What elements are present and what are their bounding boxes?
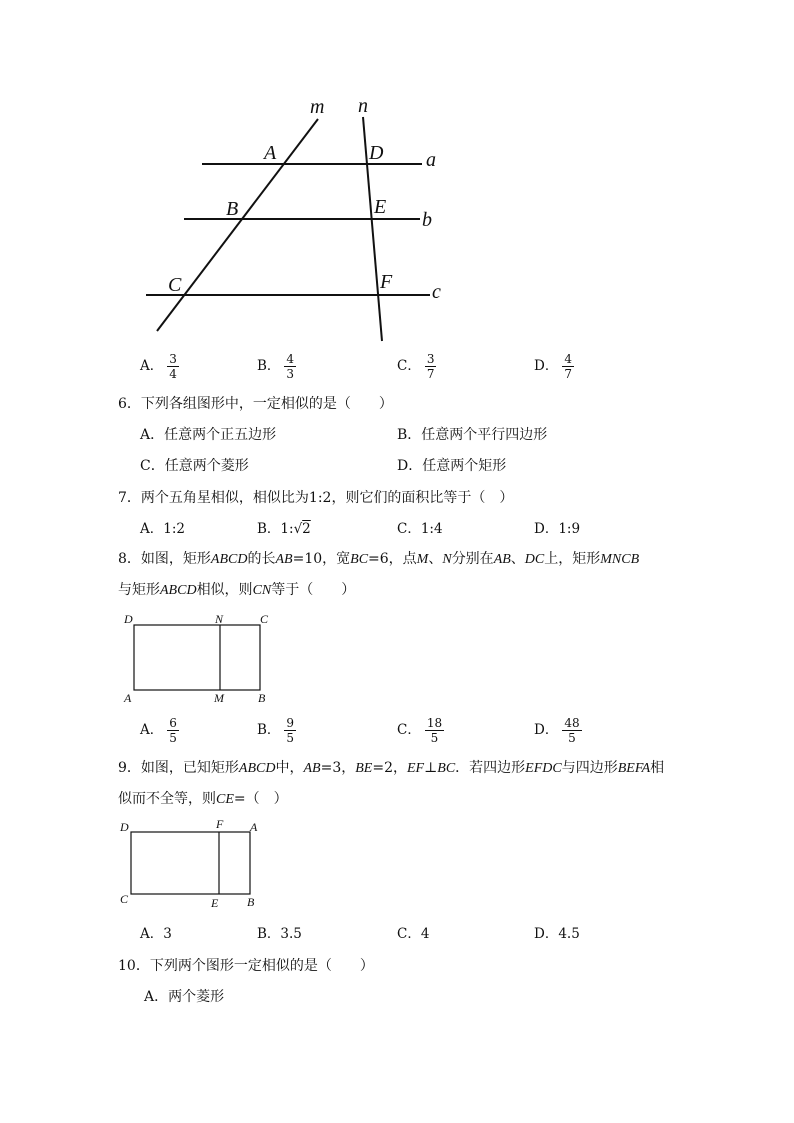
fraction: $\frac{6}{5}$	[169, 716, 177, 745]
q9-stem-line2: 似而不全等，则CE=（ ）	[118, 791, 288, 807]
label-D: D	[124, 612, 133, 626]
q7-stem: 7．两个五角星相似，相似比为1:2，则它们的面积比等于（ ）	[118, 490, 514, 506]
fraction: $\frac{48}{5}$	[564, 716, 580, 745]
rectangle-efdc-figure	[112, 814, 272, 914]
q9-option-b: B．3.5	[257, 926, 302, 942]
label-C: C	[120, 892, 129, 906]
q9-option-a: A．3	[140, 926, 172, 942]
label-C: C	[260, 612, 269, 626]
fraction: $\frac{18}{5}$	[426, 716, 443, 745]
label-F: F	[216, 817, 224, 831]
q5-option-b: B． $\frac{4}{3}$	[257, 352, 295, 381]
q5-option-a: A． $\frac{3}{4}$	[140, 352, 177, 381]
label-D: D	[120, 820, 129, 834]
label-F: F	[380, 271, 393, 293]
label-B: B	[226, 198, 239, 220]
label-E: E	[211, 896, 219, 910]
q8-option-b: B． $\frac{9}{5}$	[257, 716, 295, 745]
label-C: C	[168, 274, 182, 296]
fraction: $\frac{3}{7}$	[426, 352, 435, 381]
q5-option-d: D． $\frac{4}{7}$	[534, 352, 572, 381]
label-A: A	[250, 820, 258, 834]
q8-option-d: D． $\frac{48}{5}$	[534, 716, 580, 745]
q8-stem-line2: 与矩形ABCD相似，则CN等于（ ）	[118, 582, 356, 598]
label-M: M	[214, 691, 224, 705]
q8-option-c: C． $\frac{18}{5}$	[397, 716, 443, 745]
label-D: D	[369, 142, 384, 164]
q8-option-a: A． $\frac{6}{5}$	[140, 716, 177, 745]
q10-stem: 10．下列两个图形一定相似的是（ ）	[118, 958, 374, 974]
rect-abcd	[131, 832, 250, 894]
fraction: $\frac{4}{7}$	[564, 352, 572, 381]
sqrt-symbol: √	[293, 521, 303, 537]
q6-option-b: B．任意两个平行四边形	[397, 427, 548, 443]
fraction: $\frac{3}{4}$	[169, 352, 177, 381]
q6-option-a: A．任意两个正五边形	[140, 427, 277, 443]
q7-option-b: B．1:√2	[257, 521, 311, 537]
label-N: N	[215, 612, 224, 626]
rectangle-mncb-figure	[118, 608, 278, 708]
label-E: E	[374, 196, 387, 218]
fraction: $\frac{4}{3}$	[286, 352, 295, 381]
label-A: A	[124, 691, 132, 705]
q5-option-c: C． $\frac{3}{7}$	[397, 352, 435, 381]
label-c: c	[432, 281, 441, 303]
q7-option-d: D．1:9	[534, 521, 581, 537]
fraction: $\frac{9}{5}$	[286, 716, 295, 745]
q7-option-c: C．1:4	[397, 521, 443, 537]
label-A: A	[264, 142, 277, 164]
label-B: B	[247, 895, 255, 909]
parallel-lines-figure	[140, 95, 460, 345]
label-a: a	[426, 149, 436, 171]
label-m: m	[310, 96, 325, 118]
q6-option-c: C．任意两个菱形	[140, 458, 249, 474]
label-b: b	[422, 209, 432, 231]
line-m	[157, 119, 318, 331]
rect-abcd	[134, 625, 260, 690]
q7-option-a: A．1:2	[140, 521, 185, 537]
q8-stem-line1: 8．如图，矩形ABCD的长AB=10，宽BC=6，点M、N分别在AB、DC上，矩形MNCB	[118, 551, 640, 567]
q6-stem: 6．下列各组图形中，一定相似的是（ ）	[118, 396, 393, 412]
label-n: n	[358, 95, 368, 117]
q9-option-d: D．4.5	[534, 926, 580, 942]
q6-option-d: D．任意两个矩形	[397, 458, 507, 474]
label-B: B	[258, 691, 266, 705]
q9-stem-line1: 9．如图，已知矩形ABCD中，AB=3，BE=2，EF⊥BC．若四边形EFDC与四边形BEFA相	[118, 760, 665, 776]
q10-option-a: A．两个菱形	[144, 989, 225, 1005]
q9-option-c: C．4	[397, 926, 430, 942]
